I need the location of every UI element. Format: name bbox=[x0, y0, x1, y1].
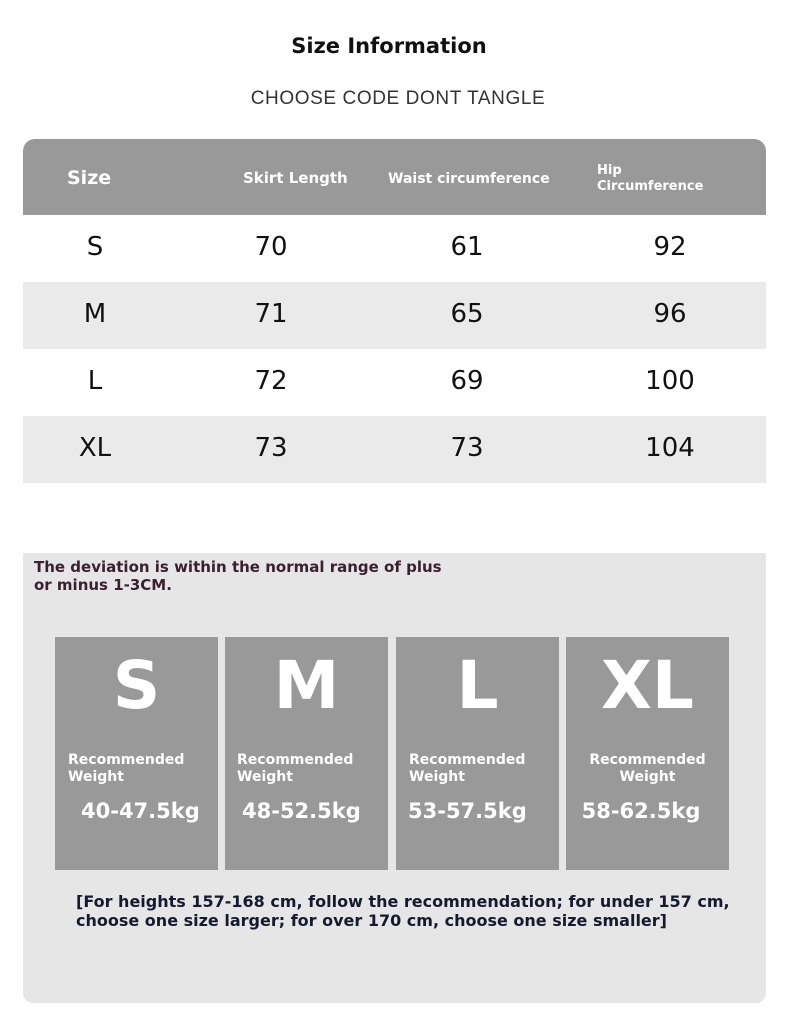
card-weight: 40-47.5kg bbox=[81, 799, 200, 823]
cell-waist: 61 bbox=[450, 232, 484, 262]
column-header-waist: Waist circumference bbox=[388, 171, 550, 187]
card-size-letter: M bbox=[273, 647, 340, 724]
deviation-note: The deviation is within the normal range of plus or minus 1-3CM. bbox=[34, 558, 442, 594]
card-size-letter: XL bbox=[601, 647, 694, 724]
column-header-hip: Hip Circumference bbox=[597, 163, 704, 194]
cell-skirt-length: 71 bbox=[254, 299, 288, 329]
cell-hip: 96 bbox=[653, 299, 687, 329]
page-title: Size Information bbox=[291, 34, 487, 58]
cell-waist: 65 bbox=[450, 299, 484, 329]
card-label: Recommended Weight bbox=[589, 752, 706, 785]
size-card-s bbox=[55, 637, 218, 870]
column-header-skirt-length: Skirt Length bbox=[243, 169, 348, 187]
cell-hip: 100 bbox=[645, 366, 695, 396]
cell-skirt-length: 70 bbox=[254, 232, 288, 262]
table-header bbox=[23, 139, 766, 215]
size-card-xl bbox=[566, 637, 729, 870]
cell-size: M bbox=[83, 299, 107, 329]
cell-hip: 92 bbox=[653, 232, 687, 262]
card-weight: 48-52.5kg bbox=[242, 799, 361, 823]
cell-skirt-length: 72 bbox=[254, 366, 288, 396]
table-row bbox=[23, 282, 766, 349]
cell-waist: 73 bbox=[450, 433, 484, 463]
card-label: Recommended Weight bbox=[68, 752, 185, 785]
cell-size: XL bbox=[78, 433, 112, 463]
table-row bbox=[23, 349, 766, 416]
cell-skirt-length: 73 bbox=[254, 433, 288, 463]
page-subtitle: CHOOSE CODE DONT TANGLE bbox=[250, 88, 546, 109]
cell-waist: 69 bbox=[450, 366, 484, 396]
cell-size: S bbox=[86, 232, 104, 262]
card-weight: 53-57.5kg bbox=[408, 799, 527, 823]
recommendation-panel bbox=[23, 553, 766, 1003]
card-label: Recommended Weight bbox=[237, 752, 354, 785]
cell-hip: 104 bbox=[645, 433, 695, 463]
cell-size: L bbox=[87, 366, 103, 396]
size-table bbox=[23, 139, 766, 483]
column-header-size: Size bbox=[67, 167, 112, 189]
size-card-m bbox=[225, 637, 388, 870]
card-size-letter: S bbox=[112, 647, 161, 724]
card-label: Recommended Weight bbox=[409, 752, 526, 785]
size-card-l bbox=[396, 637, 559, 870]
height-recommendation-note: [For heights 157-168 cm, follow the recommendation; for under 157 cm, choose one size larger; for over 170 cm, choose one size smaller] bbox=[76, 892, 730, 930]
table-row bbox=[23, 215, 766, 282]
table-row bbox=[23, 416, 766, 483]
card-size-letter: L bbox=[456, 647, 499, 724]
card-weight: 58-62.5kg bbox=[581, 799, 701, 823]
